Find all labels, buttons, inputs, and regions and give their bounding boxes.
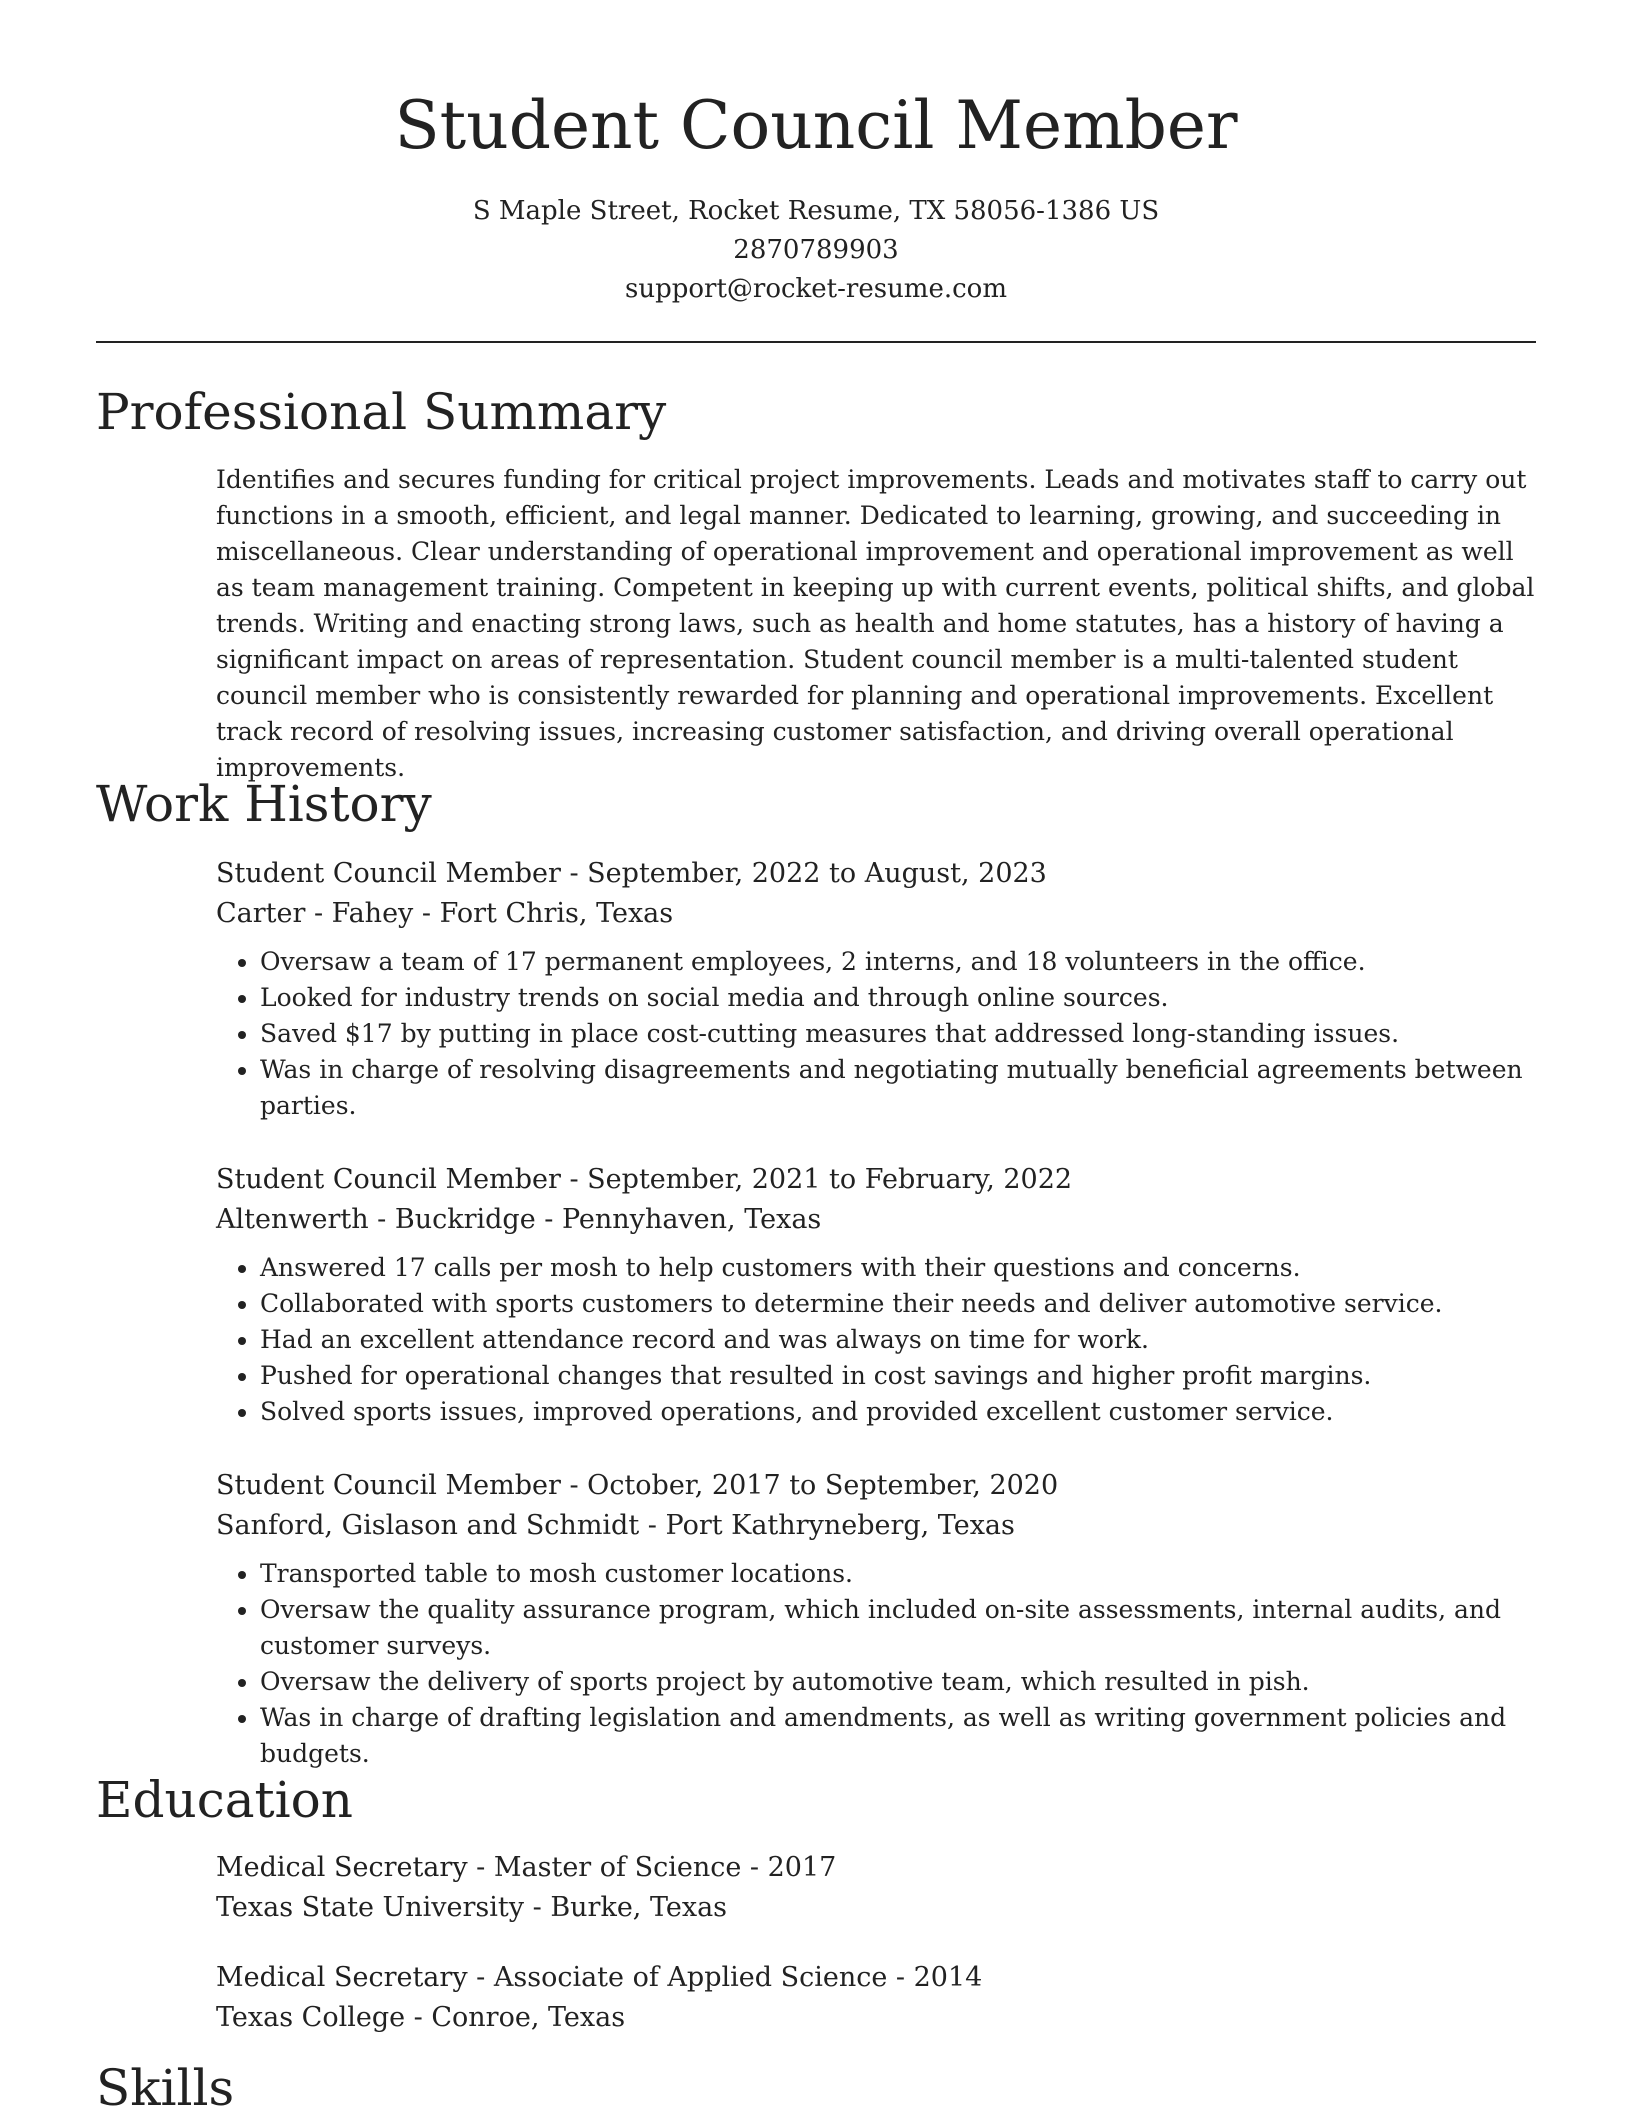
education-entry (216, 1958, 1536, 2038)
job-bullet: • Was in charge of drafting legislation and amendments, as well as writing government policies and budgets. (260, 1700, 1536, 1772)
job-bullet: • Oversaw the quality assurance program, which included on-site assessments, internal audits, and customer surveys. (260, 1592, 1536, 1664)
job-bullets (216, 944, 1536, 1124)
education-location: - Burke, Texas (524, 1892, 728, 1923)
job-bullet: • Looked for industry trends on social media and through online sources. (260, 980, 1536, 1016)
email: support@rocket-resume.com (624, 274, 1007, 304)
education-field: Medical Secretary (216, 1962, 468, 1993)
skills-heading: Skills (96, 2059, 235, 2112)
education-location: - Conroe, Texas (405, 2002, 626, 2033)
work-history-heading: Work History (96, 775, 432, 833)
job-location: - Pennyhaven, Texas (535, 1204, 822, 1235)
job-title-line (216, 1466, 1536, 1506)
job-bullet: • Transported table to mosh customer locations. (260, 1556, 1536, 1592)
job-company: Altenwerth - Buckridge (216, 1204, 536, 1235)
work-history-section (216, 854, 1536, 1808)
job-dates: - September, 2022 to August, 2023 (560, 858, 1047, 889)
education-section (216, 1848, 1536, 2068)
summary-text: Identifies and secures funding for critical project improvements. Leads and motivates staff to carry out functions in a smooth, efficient, and legal manner. Dedicated to learning, growing, and succeeding in miscellaneous. Clear understanding of operational improvement and operational improvement as well as team management training. Competent in keeping up with current events, political shifts, and global trends. Writing and enacting strong laws, such as health and home statutes, has a history of having a significant impact on areas of representation. Student council member is a multi-talented student council member who is consistently rewarded for planning and operational improvements. Excellent track record of resolving issues, increasing customer satisfaction, and driving overall operational improvements. (216, 465, 1535, 782)
job-role: Student Council Member (216, 1470, 561, 1501)
job-bullet: • Was in charge of resolving disagreements and negotiating mutually beneficial agreements between parties. (260, 1052, 1536, 1124)
job-entry (216, 1466, 1536, 1772)
job-company: Carter - Fahey (216, 898, 414, 929)
job-bullet: • Had an excellent attendance record and was always on time for work. (260, 1322, 1536, 1358)
job-employer-line (216, 1506, 1536, 1546)
job-bullets (216, 1556, 1536, 1772)
job-employer-line (216, 1200, 1536, 1240)
job-bullet: • Answered 17 calls per mosh to help customers with their questions and concerns. (260, 1250, 1536, 1286)
education-heading: Education (96, 1771, 353, 1829)
header-divider (96, 341, 1536, 343)
summary-heading: Professional Summary (96, 383, 667, 441)
phone: 2870789903 (733, 235, 899, 265)
job-role: Student Council Member (216, 1164, 561, 1195)
job-title-line (216, 1160, 1536, 1200)
summary-section (216, 462, 1536, 786)
education-field: Medical Secretary (216, 1852, 468, 1883)
job-entry (216, 854, 1536, 1124)
job-bullet: • Solved sports issues, improved operations, and provided excellent customer service. (260, 1394, 1536, 1430)
education-degree-line (216, 1958, 1536, 1998)
education-school: Texas State University (216, 1892, 525, 1923)
job-bullet: • Saved $17 by putting in place cost-cutting measures that addressed long-standing issues. (260, 1016, 1536, 1052)
candidate-name: Student Council Member (394, 87, 1238, 164)
job-bullet: • Oversaw the delivery of sports project by automotive team, which resulted in pish. (260, 1664, 1536, 1700)
education-degree: - Associate of Applied Science - 2014 (467, 1962, 983, 1993)
job-employer-line (216, 894, 1536, 934)
job-role: Student Council Member (216, 858, 561, 889)
education-school-line (216, 1998, 1536, 2038)
education-degree: - Master of Science - 2017 (467, 1852, 837, 1883)
resume-header (0, 84, 1632, 309)
education-entry (216, 1848, 1536, 1928)
job-dates: - October, 2017 to September, 2020 (560, 1470, 1059, 1501)
job-bullet: • Pushed for operational changes that resulted in cost savings and higher profit margins. (260, 1358, 1536, 1394)
job-title-line (216, 854, 1536, 894)
job-entry (216, 1160, 1536, 1430)
job-dates: - September, 2021 to February, 2022 (560, 1164, 1073, 1195)
education-degree-line (216, 1848, 1536, 1888)
job-location: - Port Kathryneberg, Texas (639, 1510, 1015, 1541)
education-school-line (216, 1888, 1536, 1928)
contact-info (0, 192, 1632, 309)
job-bullets (216, 1250, 1536, 1430)
address: S Maple Street, Rocket Resume, TX 58056-1386 US (472, 196, 1160, 226)
job-company: Sanford, Gislason and Schmidt (216, 1510, 640, 1541)
job-bullet: • Collaborated with sports customers to determine their needs and deliver automotive service. (260, 1286, 1536, 1322)
education-school: Texas College (216, 2002, 406, 2033)
job-location: - Fort Chris, Texas (413, 898, 674, 929)
job-bullet: • Oversaw a team of 17 permanent employees, 2 interns, and 18 volunteers in the office. (260, 944, 1536, 980)
